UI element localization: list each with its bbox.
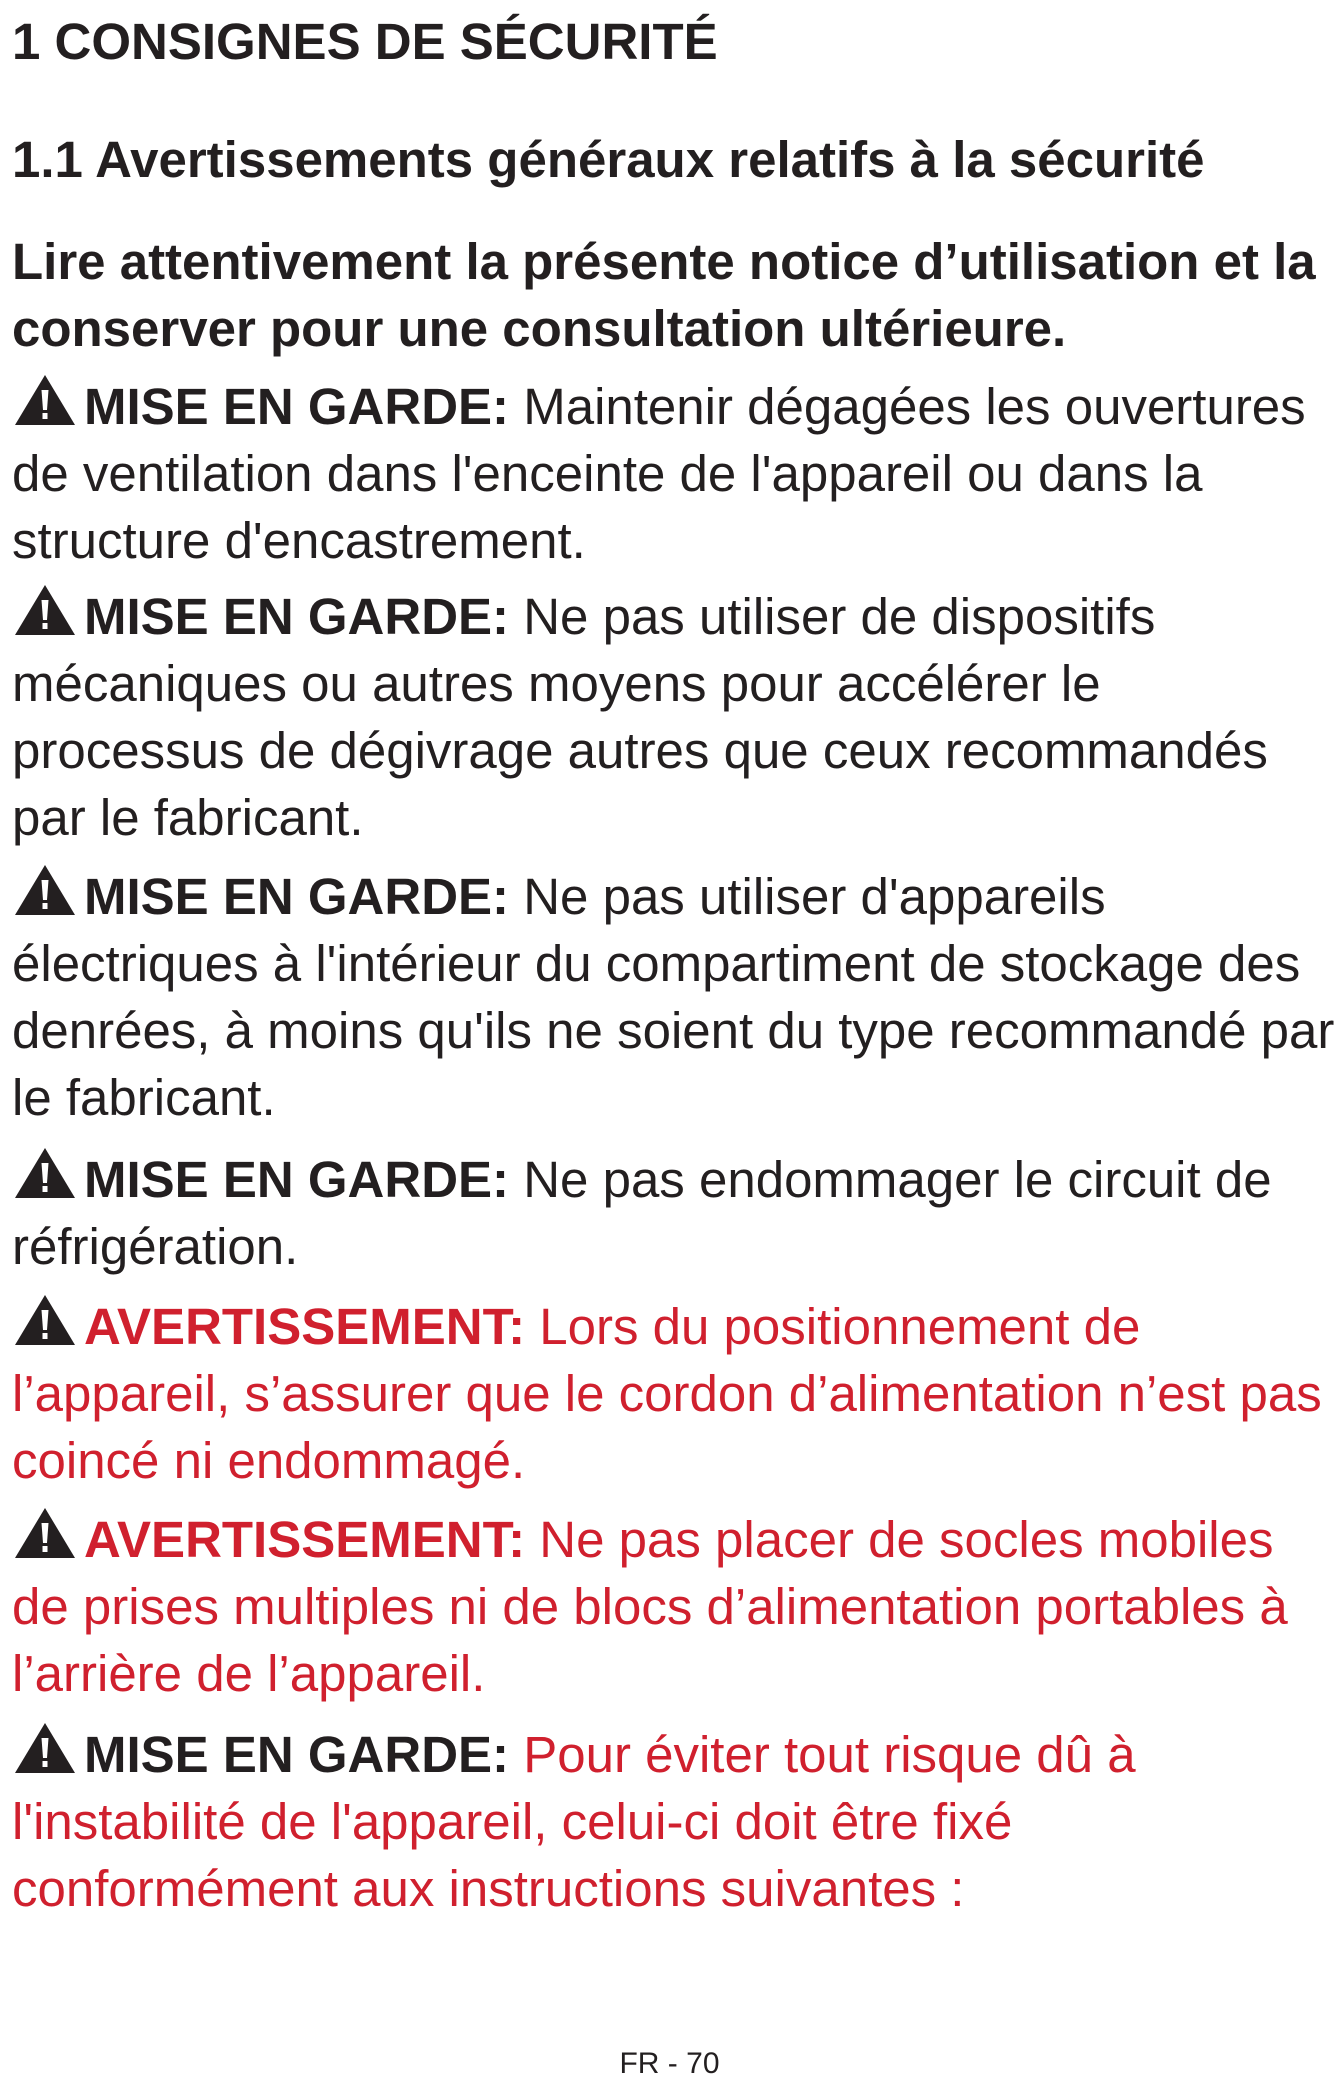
- warning-label: MISE EN GARDE:: [84, 378, 510, 435]
- page-number: FR - 70: [619, 2047, 720, 2080]
- section-heading: 1 CONSIGNES DE SÉCURITÉ: [12, 13, 718, 70]
- warning-power-strips: [12, 1505, 1339, 1707]
- warning-text: Ne pas utiliser de dispositifs mécaniques ou autres moyens pour accélérer le processus de dégivrage autres que ceux recommandés par le fabricant.: [12, 588, 1268, 846]
- warning-text: Ne pas utiliser d'appareils électriques à l'intérieur du compartiment de stockage des denrées, à moins qu'ils ne soient du type recommandé par le fabricant.: [12, 868, 1335, 1126]
- warning-ventilation: [12, 372, 1339, 574]
- warning-text: Maintenir dégagées les ouvertures de ventilation dans l'enceinte de l'appareil ou dans la structure d'encastrement.: [12, 378, 1306, 569]
- warning-triangle-icon: [12, 582, 78, 638]
- warning-stability: [12, 1720, 1339, 1922]
- warning-label: MISE EN GARDE:: [84, 868, 510, 925]
- warning-defrost: [12, 582, 1339, 851]
- warning-label: MISE EN GARDE:: [84, 1151, 510, 1208]
- warning-label: MISE EN GARDE:: [84, 1726, 510, 1783]
- warning-text: Ne pas endommager le circuit de réfrigération.: [12, 1151, 1272, 1275]
- warning-triangle-icon: [12, 1145, 78, 1201]
- warning-triangle-icon: [12, 372, 78, 428]
- warning-electrical: [12, 862, 1339, 1131]
- warning-label: MISE EN GARDE:: [84, 588, 510, 645]
- warning-text: Pour éviter tout risque dû à l'instabilité de l'appareil, celui-ci doit être fixé conformément aux instructions suivantes :: [12, 1726, 1136, 1917]
- warning-label: AVERTISSEMENT:: [84, 1298, 526, 1355]
- warning-triangle-icon: [12, 862, 78, 918]
- warning-label: AVERTISSEMENT:: [84, 1511, 526, 1568]
- warning-triangle-icon: [12, 1505, 78, 1561]
- warning-power-cord: [12, 1292, 1339, 1494]
- warning-text: Ne pas placer de socles mobiles de prises multiples ni de blocs d’alimentation portables à l’arrière de l’appareil.: [12, 1511, 1288, 1702]
- warning-triangle-icon: [12, 1720, 78, 1776]
- intro-paragraph: Lire attentivement la présente notice d’utilisation et la conserver pour une consultation ultérieure.: [12, 233, 1316, 357]
- warning-triangle-icon: [12, 1292, 78, 1348]
- warning-refrigeration: [12, 1145, 1339, 1280]
- subsection-heading: 1.1 Avertissements généraux relatifs à la sécurité: [12, 131, 1205, 188]
- warning-text: Lors du positionnement de l’appareil, s’assurer que le cordon d’alimentation n’est pas coincé ni endommagé.: [12, 1298, 1322, 1489]
